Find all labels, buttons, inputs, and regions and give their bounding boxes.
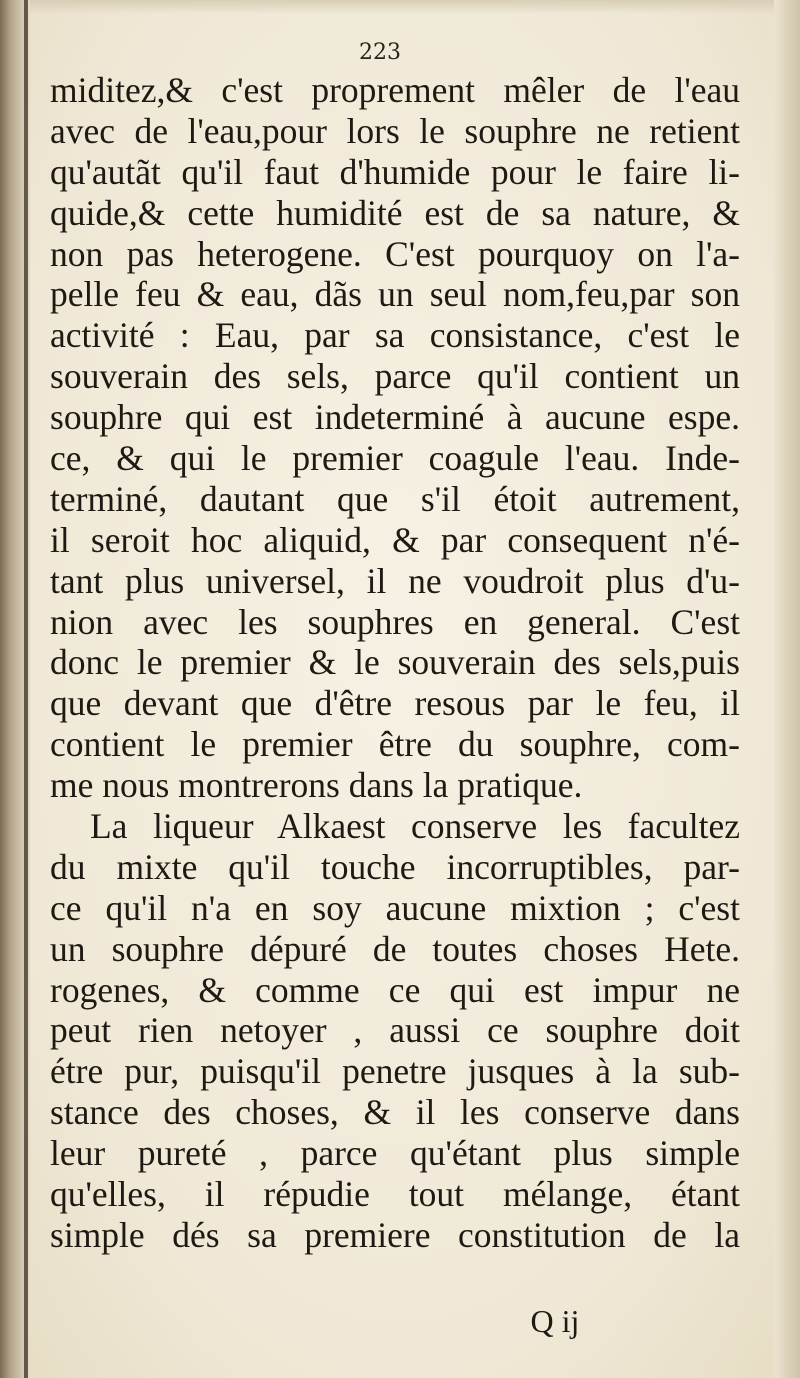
text-line: leur pureté , parce qu'étant plus simple bbox=[50, 1133, 740, 1174]
text-line: rogenes, & comme ce qui est impur ne bbox=[50, 969, 740, 1010]
text-line: étre pur, puisqu'il penetre jusques à la sub- bbox=[50, 1051, 740, 1092]
paragraph-first-line: La liqueur Alkaest conserve les facultez bbox=[90, 806, 740, 847]
signature-mark: Q ij bbox=[530, 1303, 580, 1339]
text-line: nion avec les souphres en general. C'est bbox=[50, 601, 740, 642]
text-line: terminé, dautant que s'il étoit autrement, bbox=[50, 478, 740, 519]
text-line: qu'autãt qu'il faut d'humide pour le faire li- bbox=[50, 151, 740, 192]
text-line: miditez,& c'est proprement mêler de l'eau bbox=[50, 70, 740, 110]
body-text bbox=[50, 70, 740, 1256]
text-line: qu'elles, il répudie tout mélange, étant bbox=[50, 1174, 740, 1215]
text-line: pelle feu & eau, dãs un seul nom,feu,par son bbox=[50, 274, 740, 315]
text-line: ce, & qui le premier coagule l'eau. Inde- bbox=[50, 438, 740, 479]
text-line: souverain des sels, parce qu'il contient un bbox=[50, 356, 740, 397]
text-line: tant plus universel, il ne voudroit plus d'u- bbox=[50, 560, 740, 601]
text-line: du mixte qu'il touche incorruptibles, par- bbox=[50, 846, 740, 887]
text-line: non pas heterogene. C'est pourquoy on l'a- bbox=[50, 233, 740, 274]
page-fore-edge bbox=[774, 0, 800, 1378]
text-line: stance des choses, & il les conserve dans bbox=[50, 1092, 740, 1133]
text-line: avec de l'eau,pour lors le souphre ne retient bbox=[50, 110, 740, 151]
text-line: activité : Eau, par sa consistance, c'est le bbox=[50, 315, 740, 356]
text-line: me nous montrerons dans la pratique. bbox=[50, 765, 583, 806]
binding-rule bbox=[24, 0, 28, 1378]
text-line: quide,& cette humidité est de sa nature, & bbox=[50, 192, 740, 233]
text-line: peut rien netoyer , aussi ce souphre doit bbox=[50, 1010, 740, 1051]
text-line: il seroit hoc aliquid, & par consequent n'é- bbox=[50, 519, 740, 560]
text-line: donc le premier & le souverain des sels,puis bbox=[50, 642, 740, 683]
text-line: un souphre dépuré de toutes choses Hete. bbox=[50, 928, 740, 969]
page-number: 223 bbox=[359, 40, 401, 65]
text-line: que devant que d'être resous par le feu, il bbox=[50, 683, 740, 724]
text-line: contient le premier être du souphre, com- bbox=[50, 724, 740, 765]
text-line: simple dés sa premiere constitution de la bbox=[50, 1214, 740, 1255]
text-line: ce qu'il n'a en soy aucune mixtion ; c'est bbox=[50, 887, 740, 928]
text-line: souphre qui est indeterminé à aucune espe. bbox=[50, 397, 740, 438]
page-top-edge bbox=[0, 0, 800, 14]
